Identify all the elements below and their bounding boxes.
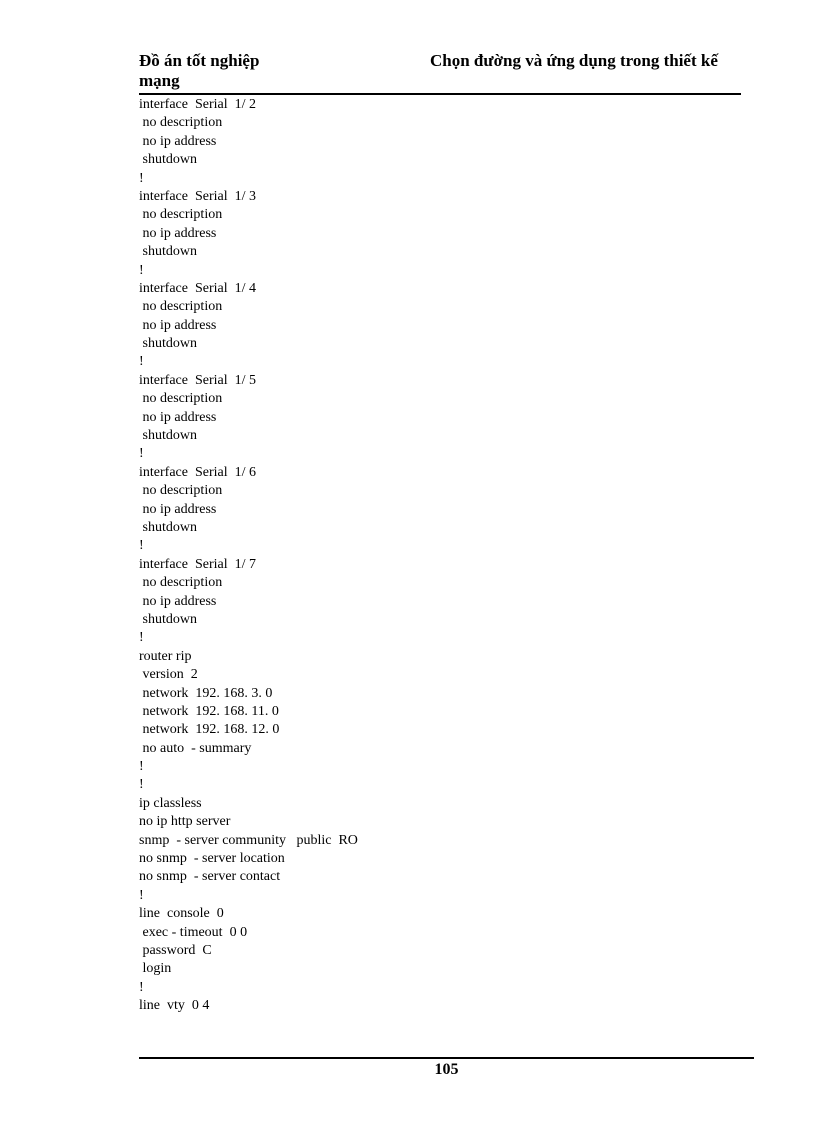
config-line: interface Serial 1/ 6 <box>139 464 257 480</box>
config-line: no description <box>139 483 223 499</box>
config-line: no description <box>139 299 223 315</box>
config-line: ip classless <box>139 795 202 811</box>
config-line: exec - timeout 0 0 <box>139 924 248 940</box>
page-number: 105 <box>434 1061 459 1078</box>
config-line: no auto - summary <box>139 740 252 756</box>
config-line: ! <box>139 777 144 793</box>
config-line: no description <box>139 391 223 407</box>
header-title-right: Chọn đường và ứng dụng trong thiết kế <box>430 51 718 70</box>
config-line: ! <box>139 759 144 775</box>
config-line: no ip address <box>139 593 217 609</box>
config-line: network 192. 168. 3. 0 <box>139 685 273 701</box>
config-line: ! <box>139 170 144 186</box>
config-line: version 2 <box>139 667 198 683</box>
config-line: line console 0 <box>139 906 224 922</box>
config-line: shutdown <box>139 428 197 444</box>
header-title-left-line2: mạng <box>139 71 180 90</box>
config-line: shutdown <box>139 519 197 535</box>
config-line: no ip address <box>139 225 217 241</box>
config-line: network 192. 168. 12. 0 <box>139 722 280 738</box>
config-line: no description <box>139 207 223 223</box>
config-line: no description <box>139 115 223 131</box>
config-line: login <box>139 961 172 977</box>
config-line: interface Serial 1/ 2 <box>139 97 257 112</box>
config-line: interface Serial 1/ 4 <box>139 280 257 296</box>
config-line: shutdown <box>139 244 197 260</box>
config-line: network 192. 168. 11. 0 <box>139 703 279 719</box>
header-title-left <box>139 51 259 91</box>
config-line: ! <box>139 979 144 995</box>
config-line: no ip address <box>139 133 217 149</box>
config-line: ! <box>139 262 144 278</box>
config-line: no ip http server <box>139 814 231 830</box>
config-line: ! <box>139 538 144 554</box>
config-line: ! <box>139 354 144 370</box>
config-line: interface Serial 1/ 5 <box>139 372 257 388</box>
config-line: no ip address <box>139 317 217 333</box>
config-line: password C <box>139 942 212 958</box>
header-title-left-line1: Đồ án tốt nghiệp <box>139 51 260 70</box>
router-config-listing <box>139 96 358 1016</box>
config-line: no ip address <box>139 501 217 517</box>
config-line: shutdown <box>139 152 197 168</box>
config-line: line vty 0 4 <box>139 998 210 1014</box>
config-line: shutdown <box>139 336 197 352</box>
config-line: ! <box>139 446 144 462</box>
config-line: shutdown <box>139 611 197 627</box>
header-divider <box>139 93 741 95</box>
config-line: no snmp - server location <box>139 851 285 867</box>
config-line: no ip address <box>139 409 217 425</box>
config-line: ! <box>139 887 144 903</box>
config-line: no description <box>139 575 223 591</box>
config-line: interface Serial 1/ 3 <box>139 188 257 204</box>
config-line: ! <box>139 630 144 646</box>
config-line: no snmp - server contact <box>139 869 281 885</box>
config-line: router rip <box>139 648 192 664</box>
config-line: snmp - server community public RO <box>139 832 358 848</box>
config-line: interface Serial 1/ 7 <box>139 556 257 572</box>
footer-divider <box>139 1057 754 1059</box>
